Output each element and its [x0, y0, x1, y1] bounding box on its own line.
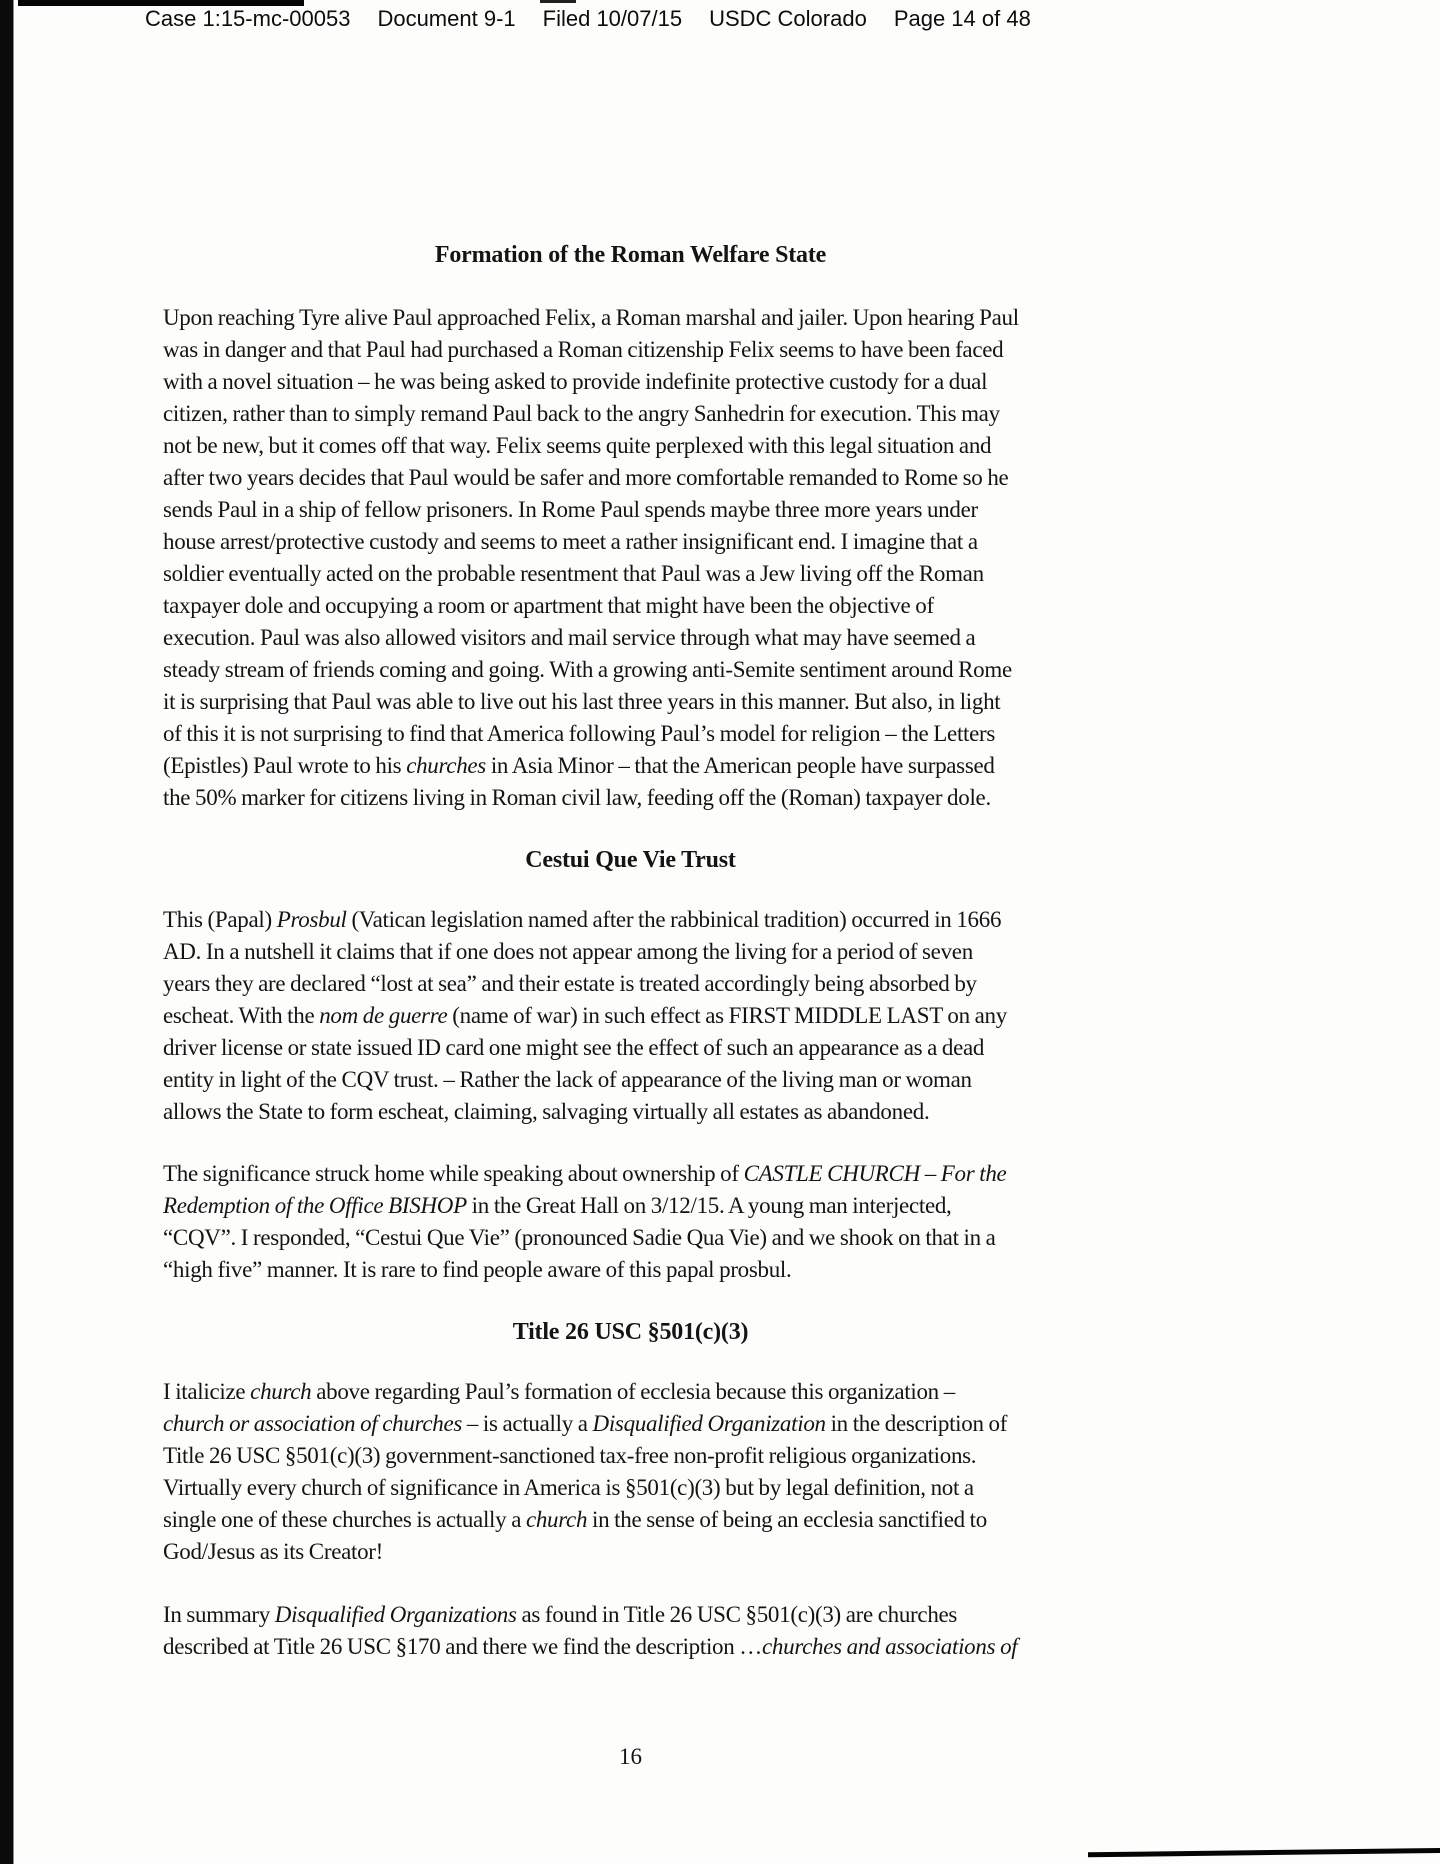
case-number: Case 1:15-mc-00053	[145, 6, 351, 31]
paragraph: In summary Disqualified Organizations as found in Title 26 USC §501(c)(3) are churches described at Title 26 USC §170 and there we find the description …churches and associations of	[163, 1602, 1018, 1659]
paragraph: Upon reaching Tyre alive Paul approached Felix, a Roman marshal and jailer. Upon hearing Paul was in danger and that Paul had purchased a Roman citizenship Felix seems to have been faced with a novel situation – he was being asked to provide indefinite protective custody for a dual citizen, rather than to simply remand Paul back to the angry Sanhedrin for execution. This may not be new, but it comes off that way. Felix seems quite perplexed with this legal situation and after two years decides that Paul would be safer and more comfortable remanded to Rome so he sends Paul in a ship of fellow prisoners. In Rome Paul spends maybe three more years under house arrest/protective custody and seems to meet a rather insignificant end. I imagine that a soldier eventually acted on the probable resentment that Paul was a Jew living off the Roman taxpayer dole and occupying a room or apartment that might have been the objective of execution. Paul was also allowed visitors and mail service through what may have seemed a steady stream of friends coming and going. With a growing anti-Semite sentiment around Rome it is surprising that Paul was able to live out his last three years in this manner. But also, in light of this it is not surprising to find that America following Paul’s model for religion – the Letters (Epistles) Paul wrote to his churches in Asia Minor – that the American people have surpassed the 50% marker for citizens living in Roman civil law, feeding off the (Roman) taxpayer dole.	[163, 305, 1019, 810]
section-heading-title-26-usc-501c3: Title 26 USC §501(c)(3)	[512, 1319, 749, 1345]
section-heading-roman-welfare-state: Formation of the Roman Welfare State	[434, 242, 827, 268]
page-number: 16	[619, 1744, 642, 1769]
scan-artifact-left-bar	[0, 0, 13, 1864]
scan-artifact-bottom-line	[1088, 1848, 1440, 1858]
paragraph: This (Papal) Prosbul (Vatican legislation named after the rabbinical tradition) occurred in 1666 AD. In a nutshell it claims that if one does not appear among the living for a period of seven years they are declared “lost at sea” and their estate is treated accordingly being absorbed by escheat. With the nom de guerre (name of war) in such effect as FIRST MIDDLE LAST on any driver license or state issued ID card one might see the effect of such an appearance as a dead entity in light of the CQV trust. – Rather the lack of appearance of the living man or woman allows the State to form escheat, claiming, salvaging virtually all estates as abandoned.	[163, 907, 1007, 1124]
section-heading-cestui-que-vie-trust: Cestui Que Vie Trust	[525, 847, 736, 873]
paragraph: The significance struck home while speaking about ownership of CASTLE CHURCH – For the Redemption of the Office BISHOP in the Great Hall on 3/12/15. A young man interjected, “CQV”. I responded, “Cestui Que Vie” (pronounced Sadie Qua Vie) and we shook on that in a “high five” manner. It is rare to find people aware of this papal prosbul.	[163, 1161, 1007, 1282]
paragraph: I italicize church above regarding Paul’s formation of ecclesia because this organization – church or association of churches – is actually a Disqualified Organization in the description of Title 26 USC §501(c)(3) government-sanctioned tax-free non-profit religious organizations. Virtually every church of significance in America is §501(c)(3) but by legal definition, not a single one of these churches is actually a church in the sense of being an ecclesia sanctified to God/Jesus as its Creator!	[163, 1379, 1008, 1564]
court-district: USDC Colorado	[709, 6, 867, 31]
document-body	[163, 0, 1098, 1864]
page-indicator: Page 14 of 48	[893, 6, 1031, 31]
filed-date: Filed 10/07/15	[542, 6, 683, 31]
document-number: Document 9-1	[377, 6, 516, 31]
